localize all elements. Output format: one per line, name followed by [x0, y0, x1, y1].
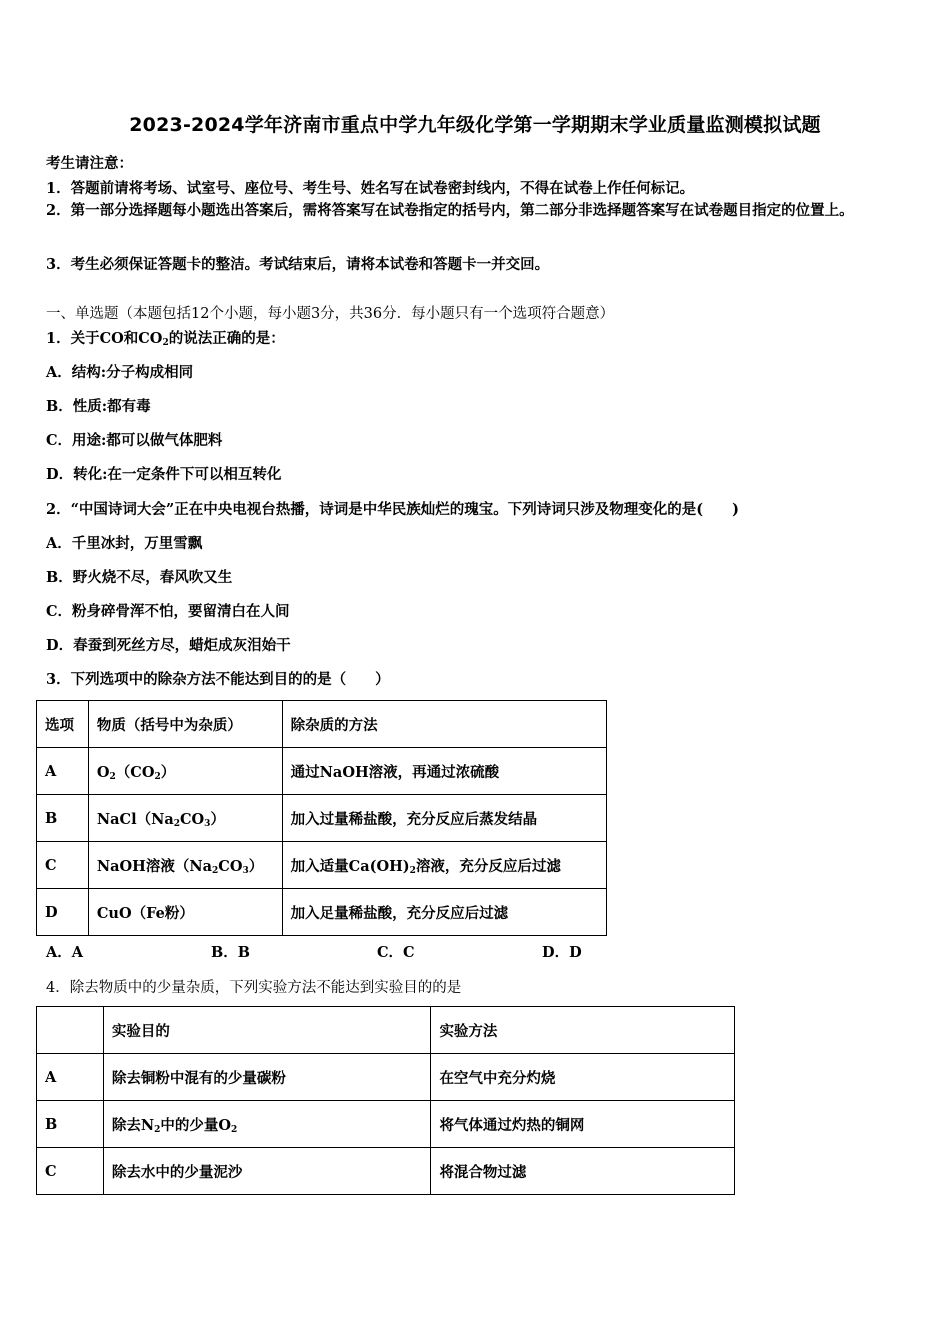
option-cell: B — [37, 1101, 104, 1148]
table-row — [37, 842, 607, 889]
q1-option-d: D．转化:在一定条件下可以相互转化 — [46, 466, 282, 483]
option-cell: A — [37, 1054, 104, 1101]
text-part: CO — [218, 857, 243, 875]
option-cell: B — [37, 795, 89, 842]
q1-option-b: B．性质:都有毒 — [46, 398, 151, 415]
table-row — [37, 748, 607, 795]
method-cell — [282, 889, 606, 936]
q1-stem-part: 的说法正确的是： — [168, 330, 285, 347]
text-part: 溶液，充分反应后过滤 — [415, 857, 561, 875]
subscript: 3 — [204, 818, 211, 829]
table-row — [37, 1054, 735, 1101]
method-cell: 在空气中充分灼烧 — [431, 1054, 735, 1101]
page-title: 2023-2024学年济南市重点中学九年级化学第一学期期末学业质量监测模拟试题 — [129, 114, 821, 136]
table-header-cell: 实验方法 — [431, 1007, 735, 1054]
q3-answer-b: B．B — [211, 944, 251, 961]
subscript: 2 — [212, 865, 219, 876]
text-part: 通过NaOH溶液，再通过浓硫酸 — [290, 763, 500, 781]
substance-cell — [88, 889, 282, 936]
q2-option-b: B．野火烧不尽，春风吹又生 — [46, 569, 233, 586]
subscript: 2 — [109, 771, 116, 782]
q1-option-c: C．用途:都可以做气体肥料 — [46, 432, 223, 449]
section-heading: 一、单选题（本题包括12个小题，每小题3分，共36分．每小题只有一个选项符合题意） — [46, 306, 615, 322]
q2-option-c: C．粉身碎骨浑不怕，要留清白在人间 — [46, 603, 290, 620]
goal-cell — [103, 1148, 431, 1195]
substance-cell — [88, 748, 282, 795]
question-2-stem: 2．“中国诗词大会”正在中央电视台热播，诗词是中华民族灿烂的瑰宝。下列诗词只涉及物理变化的是( ) — [46, 501, 739, 518]
table-header-cell: 物质（括号中为杂质） — [88, 701, 282, 748]
text-part: 除去铜粉中混有的少量碳粉 — [111, 1069, 286, 1087]
question-4-stem: 4．除去物质中的少量杂质，下列实验方法不能达到实验目的的是 — [46, 980, 462, 996]
q1-option-a: A．结构:分子构成相同 — [46, 364, 194, 381]
subscript: 3 — [242, 865, 249, 876]
table-row — [37, 889, 607, 936]
subscript: 2 — [409, 865, 416, 876]
subscript: 2 — [231, 1124, 238, 1135]
text-part: CuO（Fe粉） — [96, 904, 194, 922]
text-part: 除去水中的少量泥沙 — [111, 1163, 243, 1181]
q3-answer-c: C．C — [377, 944, 415, 961]
table-header-cell — [37, 1007, 104, 1054]
method-cell: 将气体通过灼热的铜网 — [431, 1101, 735, 1148]
subscript: 2 — [173, 818, 180, 829]
method-cell — [282, 748, 606, 795]
subscript: 2 — [154, 771, 161, 782]
method-cell: 将混合物过滤 — [431, 1148, 735, 1195]
table-header-cell: 选项 — [37, 701, 89, 748]
q1-stem-part: 1．关于CO和CO — [46, 330, 163, 347]
notice-heading: 考生请注意： — [46, 155, 133, 172]
text-part: 中的少量O — [160, 1116, 232, 1134]
q1-stem-subscript: 2 — [162, 338, 169, 348]
option-cell: C — [37, 842, 89, 889]
text-part: NaOH溶液（Na — [96, 857, 213, 875]
table-header-row — [37, 701, 607, 748]
notice-item: 1．答题前请将考场、试室号、座位号、考生号、姓名写在试卷密封线内，不得在试卷上作任何标记。 — [46, 180, 695, 197]
table-header-cell: 除杂质的方法 — [282, 701, 606, 748]
table-header-row — [37, 1007, 735, 1054]
text-part: 加入适量Ca(OH) — [290, 857, 410, 875]
text-part: （CO — [115, 763, 155, 781]
text-part: 除去N — [111, 1116, 155, 1134]
table-row — [37, 1148, 735, 1195]
method-cell — [282, 795, 606, 842]
text-part: ） — [210, 810, 225, 828]
q2-option-d: D．春蚕到死丝方尽，蜡炬成灰泪始干 — [46, 637, 291, 654]
text-part: CO — [180, 810, 205, 828]
q3-answer-d: D．D — [542, 944, 582, 961]
text-part: 加入足量稀盐酸，充分反应后过滤 — [290, 904, 509, 922]
q4-table — [36, 1006, 735, 1195]
q3-answer-a: A．A — [46, 944, 84, 961]
table-row — [37, 1101, 735, 1148]
goal-cell — [103, 1054, 431, 1101]
goal-cell — [103, 1101, 431, 1148]
notice-item: 3．考生必须保证答题卡的整洁。考试结束后，请将本试卷和答题卡一并交回。 — [46, 256, 550, 273]
subscript: 2 — [154, 1124, 161, 1135]
notice-item: 2．第一部分选择题每小题选出答案后，需将答案写在试卷指定的括号内，第二部分非选择题答案写在试卷题目指定的位置上。 — [46, 202, 854, 219]
question-3-stem: 3．下列选项中的除杂方法不能达到目的的是（ ） — [46, 671, 390, 688]
text-part: ） — [160, 763, 176, 781]
option-cell: D — [37, 889, 89, 936]
table-header-cell: 实验目的 — [103, 1007, 431, 1054]
question-1-stem — [46, 327, 285, 348]
text-part: ） — [248, 857, 264, 875]
method-cell — [282, 842, 606, 889]
text-part: O — [96, 763, 110, 781]
q2-option-a: A．千里冰封，万里雪飘 — [46, 535, 203, 552]
option-cell: C — [37, 1148, 104, 1195]
q3-table — [36, 700, 607, 936]
text-part: NaCl（Na — [96, 810, 174, 828]
option-cell: A — [37, 748, 89, 795]
substance-cell — [88, 795, 282, 842]
text-part: 加入过量稀盐酸，充分反应后蒸发结晶 — [290, 810, 538, 828]
table-row — [37, 795, 607, 842]
substance-cell — [88, 842, 282, 889]
